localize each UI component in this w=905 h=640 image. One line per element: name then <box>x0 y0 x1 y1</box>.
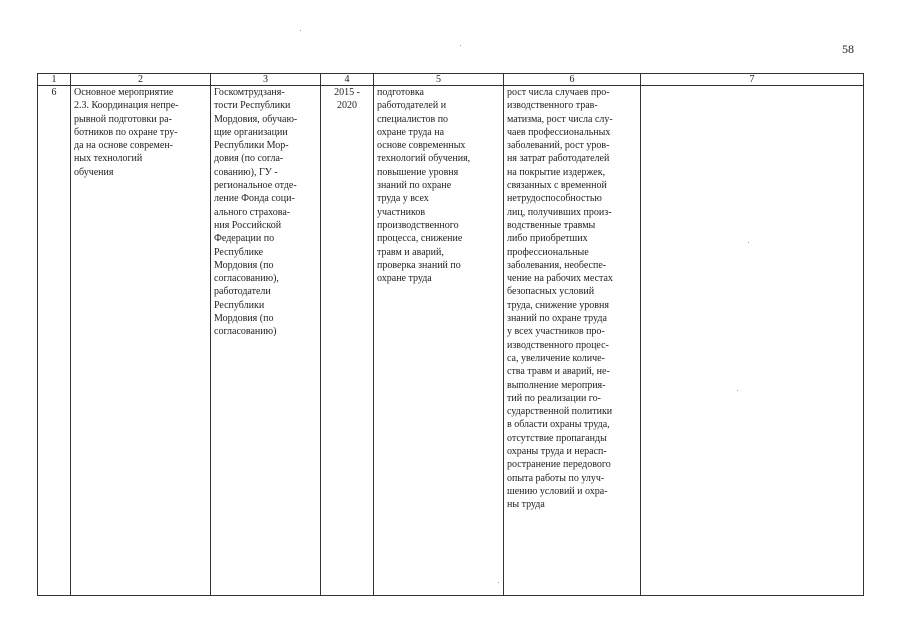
col-header-4: 4 <box>321 74 374 86</box>
col-header-6: 6 <box>504 74 641 86</box>
period-cell: 2015 - 2020 <box>321 86 374 596</box>
table-row <box>38 86 864 596</box>
scan-speck <box>460 45 461 46</box>
scan-speck <box>748 242 749 243</box>
result-cell: подготовка работодателей и специалистов по охране труда на основе современных технологий обучения, повышение уровня знаний по охране труда у всех участников производственного процесса, снижение травм и аварий, проверка знаний по охране труда <box>374 86 504 596</box>
program-table <box>37 73 864 596</box>
activity-cell: Основное мероприятие 2.3. Координация непре- рывной подготовки ра- ботников по охране тру- да на основе современ- ных технологий обучения <box>71 86 211 596</box>
col-header-1: 1 <box>38 74 71 86</box>
scan-speck <box>300 30 301 31</box>
col-header-3: 3 <box>211 74 321 86</box>
row-number: 6 <box>38 86 71 596</box>
executors-cell: Госкомтрудзаня- тости Республики Мордовия, обучаю- щие организации Республики Мор- довия (по согла- сованию), ГУ - региональное отде- ление Фонда соци- ального страхова- ния Российской Федерации по Республике Мордовия (по согласованию), работодатели Республики Мордовия (по согласованию) <box>211 86 321 596</box>
scan-speck <box>498 582 499 583</box>
scan-speck <box>737 390 738 391</box>
col-header-5: 5 <box>374 74 504 86</box>
page-number: 58 <box>842 42 854 56</box>
consequences-cell: рост числа случаев про- изводственного трав- матизма, рост числа слу- чаев профессиональных заболеваний, рост уров- ня затрат работодателей на покрытие издержек, связанных с временной нетрудоспособностью лиц, получивших произ- водственные травмы либо приобретших профессиональные заболевания, необеспе- чение на рабочих местах безопасных условий труда, снижение уровня знаний по охране труда у всех участников про- изводственного процес- са, увеличение количе- ства травм и аварий, не- выполнение мероприя- тий по реализации го- сударственной политики в области охраны труда, отсутствие пропаганды охраны труда и нерасп- ространение передового опыта работы по улуч- шению условий и охра- ны труда <box>504 86 641 596</box>
col-header-2: 2 <box>71 74 211 86</box>
notes-cell <box>641 86 864 596</box>
table-header-row <box>38 74 864 86</box>
col-header-7: 7 <box>641 74 864 86</box>
